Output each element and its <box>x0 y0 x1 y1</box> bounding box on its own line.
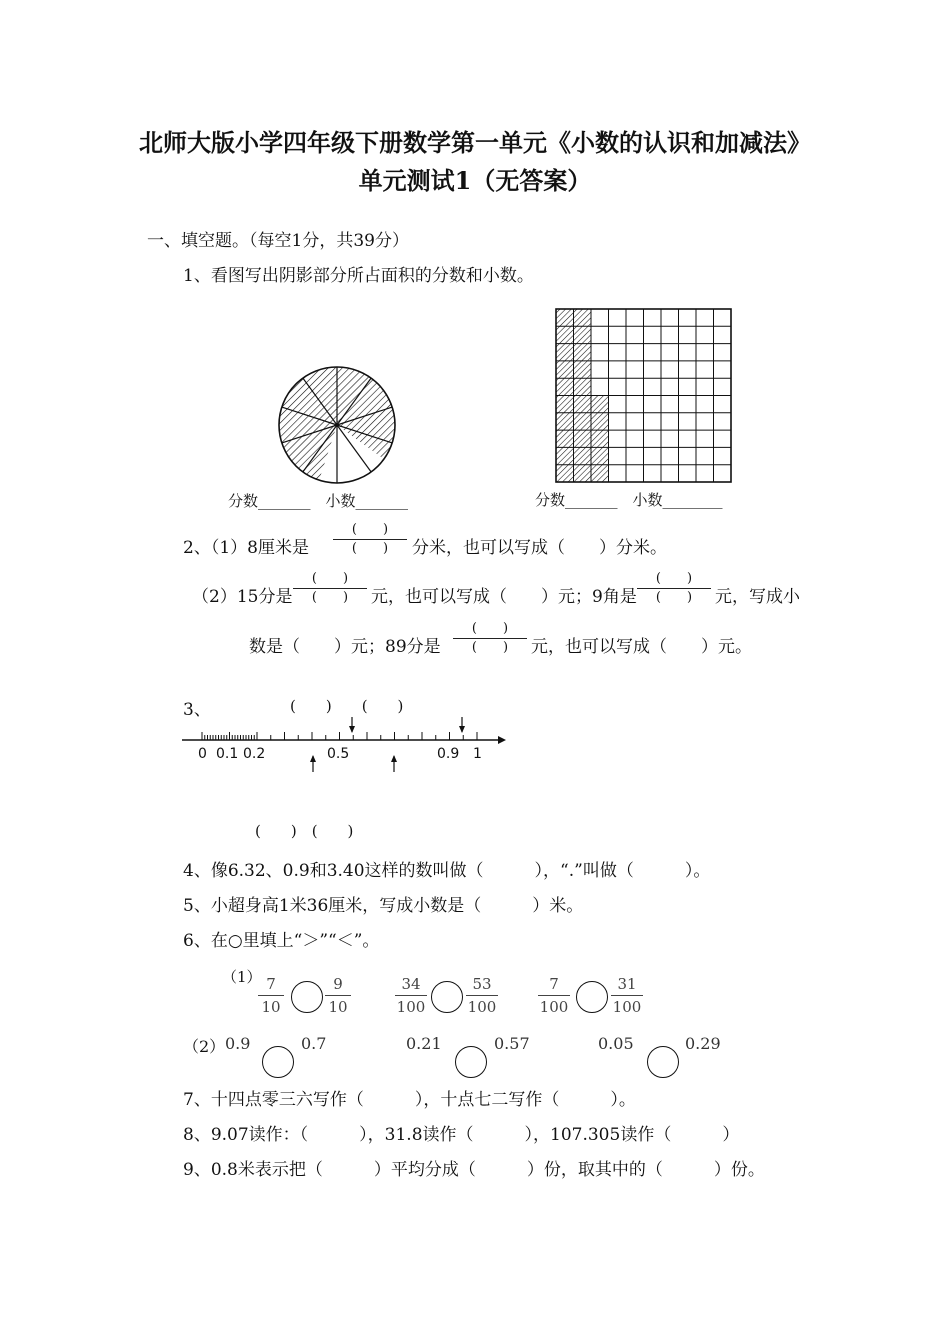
q2-fraction-blank-4[interactable] <box>453 621 527 656</box>
section-heading: 一、填空题。（每空1分，共39分） <box>147 231 409 251</box>
frac-den: ( ) <box>471 640 509 655</box>
frac-num: ( ) <box>655 571 693 586</box>
q2-fraction-blank-1[interactable] <box>333 522 407 557</box>
q6-frac-2b: 53 100 <box>467 975 497 1016</box>
frac-num: ( ) <box>311 571 349 586</box>
q2-part3-a: 数是（ ）元；89分是 <box>249 637 441 657</box>
q6-frac-2a: 34 100 <box>396 975 426 1016</box>
q6-dec-3a: 0.05 <box>598 1034 634 1053</box>
frac-den: ( ) <box>351 541 389 556</box>
compare-circle-2[interactable] <box>431 981 463 1013</box>
q2-part2-c: 元，写成小 <box>715 587 800 607</box>
q3-label: 3、 <box>183 700 211 720</box>
q6-frac-1a: 7 10 <box>258 974 284 1017</box>
nl-label-0-2: 0.2 <box>243 746 266 762</box>
q6-frac-1b: 9 10 <box>325 974 351 1017</box>
frac-num: ( ) <box>471 621 509 636</box>
q5-text: 5、小超身高1米36厘米，写成小数是（ ）米。 <box>183 896 584 916</box>
shaded-grid-figure <box>555 308 733 483</box>
nl-label-1: 1 <box>473 746 482 762</box>
q1-grid-answer: 分数_______ 小数________ <box>535 491 723 509</box>
compare-circle-6[interactable] <box>647 1046 679 1078</box>
q2-fraction-blank-2[interactable] <box>293 571 367 606</box>
q6-dec-2b: 0.57 <box>494 1034 530 1053</box>
q6-part2-label: （2） <box>183 1037 226 1056</box>
q6-dec-1a: 0.9 <box>225 1034 251 1053</box>
page-title: 北师大版小学四年级下册数学第一单元《小数的认识和加减法》 <box>139 128 811 157</box>
q6-text: 6、在○里填上“＞”“＜”。 <box>183 931 380 951</box>
q2-fraction-blank-3[interactable] <box>637 571 711 606</box>
frac-den: ( ) <box>311 590 349 605</box>
q6-dec-1b: 0.7 <box>301 1034 327 1053</box>
nl-label-0-9: 0.9 <box>437 746 460 762</box>
compare-circle-4[interactable] <box>262 1046 294 1078</box>
q4-text: 4、像6.32、0.9和3.40这样的数叫做（ ），“.”叫做（ ）。 <box>183 861 711 881</box>
nl-label-0-5: 0.5 <box>327 746 350 762</box>
q2-part3-b: 元，也可以写成（ ）元。 <box>531 637 752 657</box>
q6-frac-3a: 7 100 <box>539 975 569 1016</box>
q3-top-blanks[interactable]: ( ) ( ) <box>290 697 404 715</box>
q6-dec-2a: 0.21 <box>406 1034 442 1053</box>
number-line <box>180 712 510 774</box>
compare-circle-3[interactable] <box>576 981 608 1013</box>
compare-circle-5[interactable] <box>455 1046 487 1078</box>
shaded-circle-figure <box>272 360 402 490</box>
q1-circle-answer: 分数_______ 小数_______ <box>228 492 409 510</box>
q7-text: 7、十四点零三六写作（ ），十点七二写作（ ）。 <box>183 1090 636 1110</box>
frac-den: ( ) <box>655 590 693 605</box>
q8-text: 8、9.07读作：（ ），31.8读作（ ），107.305读作（ ） <box>183 1125 740 1145</box>
q6-dec-3b: 0.29 <box>685 1034 721 1053</box>
q2-part1-a: 2、（1）8厘米是 <box>183 538 309 558</box>
q3-bottom-blanks[interactable]: ( ) ( ) <box>255 822 354 840</box>
q6-part1-label: （1） <box>222 968 262 986</box>
q1-text: 1、看图写出阴影部分所占面积的分数和小数。 <box>183 266 534 286</box>
nl-label-0-1: 0.1 <box>216 746 239 762</box>
frac-num: ( ) <box>351 522 389 537</box>
nl-label-0: 0 <box>198 746 207 762</box>
page-subtitle: 单元测试1（无答案） <box>358 166 592 195</box>
q9-text: 9、0.8米表示把（ ）平均分成（ ）份，取其中的（ ）份。 <box>183 1160 765 1180</box>
q2-part2-b: 元，也可以写成（ ）元；9角是 <box>371 587 637 607</box>
q6-frac-3b: 31 100 <box>612 975 642 1016</box>
compare-circle-1[interactable] <box>291 981 323 1013</box>
q2-part2-a: （2）15分是 <box>192 587 293 607</box>
q2-part1-b: 分米，也可以写成（ ）分米。 <box>412 538 667 558</box>
